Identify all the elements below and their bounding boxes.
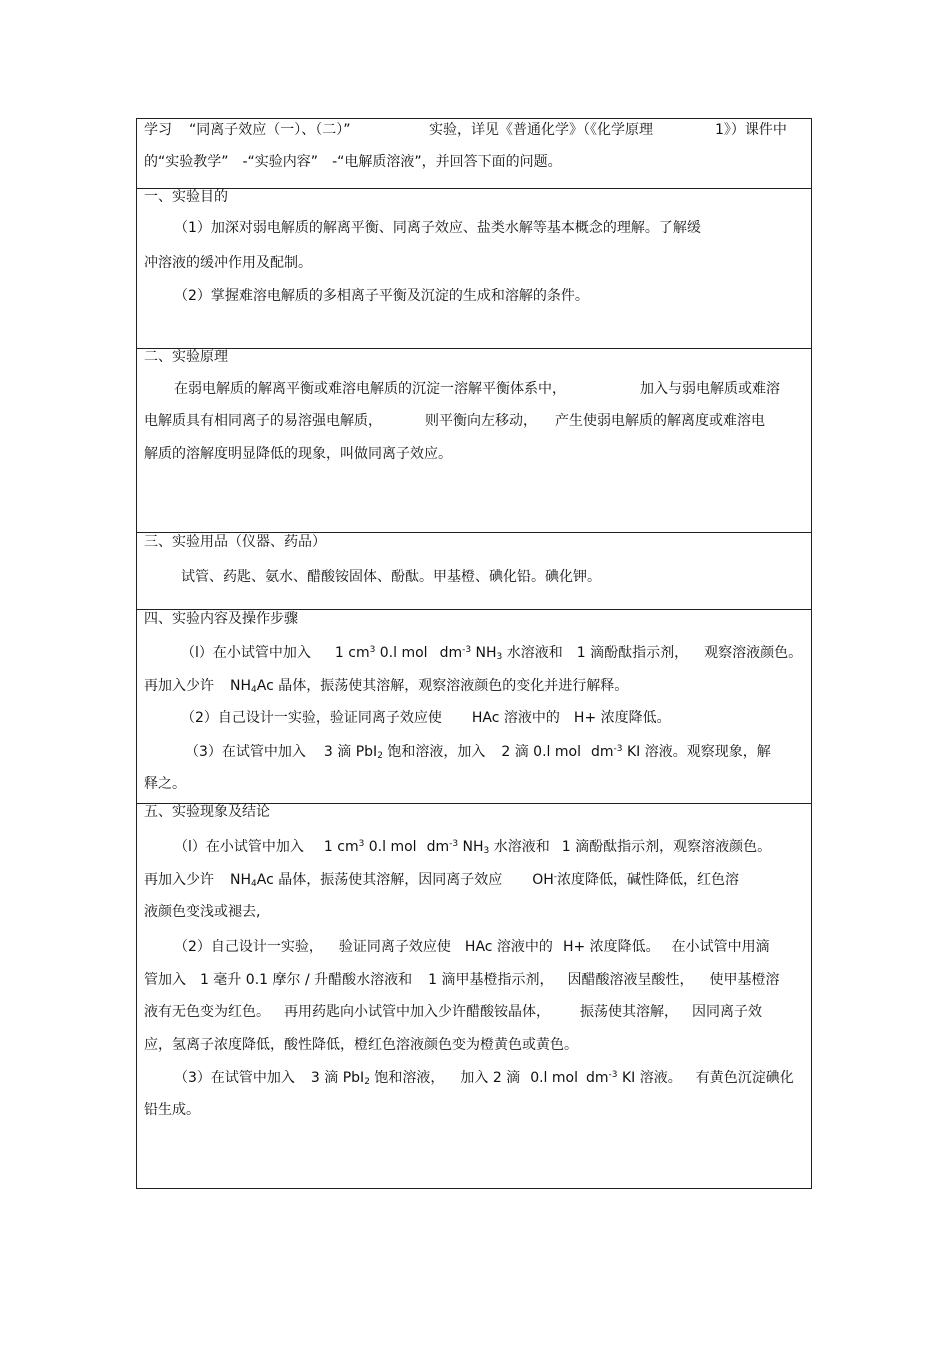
text: 管加入 (144, 972, 186, 988)
superscript: - (553, 872, 558, 882)
result-2-cont (144, 1004, 762, 1020)
text: HAc 溶液中的 (464, 939, 553, 955)
text: （2）自己设计一实验， (174, 939, 323, 955)
step-1-cont (144, 678, 628, 694)
text: 再加入少许 (144, 678, 214, 694)
superscript: -3 (462, 645, 472, 655)
section-heading: 三、实验用品（仪器、药品） (144, 534, 326, 550)
text: 1 滴酚酞指示剂， (576, 645, 689, 661)
text: 2 滴 0.l mol (501, 744, 581, 760)
text: 浓度降低，碱性降低，红色溶 (557, 872, 740, 888)
text: dm (585, 1070, 609, 1086)
text: KI 溶液。 (617, 1070, 682, 1086)
superscript: -3 (449, 839, 459, 849)
paragraph: 解质的溶解度明显降低的现象，叫做同离子效应。 (144, 446, 452, 462)
text: 振荡使其溶解， (580, 1004, 678, 1020)
text: 因同离子效 (692, 1004, 762, 1020)
text: 在小试管中用滴 (671, 939, 770, 955)
text: 液有无色变为红色。 (144, 1004, 270, 1020)
text: 0.l mol (530, 1070, 578, 1086)
text: 1 cm (334, 645, 370, 661)
text: 0.l mol (364, 839, 417, 855)
intro-quote: “同离子效应（一）、（二）” (189, 122, 351, 138)
paragraph: 在弱电解质的解离平衡或难溶电解质的沉淀一溶解平衡体系中， (174, 381, 566, 397)
text: 1 毫升 0.1 摩尔 / 升醋酸水溶液和 (200, 972, 413, 988)
intro-section (137, 119, 811, 189)
paragraph: （2）掌握难溶电解质的多相离子平衡及沉淀的生成和溶解的条件。 (174, 288, 589, 304)
text: 使甲基橙溶 (709, 972, 780, 988)
text: （l）在小试管中加入 (181, 645, 311, 661)
intro-ref-end: 1》）课件中 (715, 122, 787, 138)
paragraph: 产生使弱电解质的解离度或难溶电 (555, 413, 765, 429)
text: 饱和溶液， (369, 1070, 445, 1086)
text: 因醋酸溶液呈酸性， (567, 972, 694, 988)
subscript: 4 (251, 879, 257, 889)
text: H+ 浓度降低。 (562, 939, 660, 955)
subscript: 4 (251, 685, 257, 695)
section-purpose (137, 189, 811, 349)
text: 水溶液和 (502, 645, 563, 661)
text: OH (532, 872, 554, 888)
section-heading: 五、实验现象及结论 (144, 804, 270, 820)
paragraph: 电解质具有相同离子的易溶强电解质， (144, 413, 382, 429)
subscript: 3 (496, 652, 503, 662)
text: NH (230, 678, 251, 694)
text: dm (590, 744, 614, 760)
superscript: 3 (358, 839, 365, 849)
superscript: 3 (369, 645, 376, 655)
result-3-cont: 铅生成。 (144, 1102, 200, 1118)
text: NH (458, 839, 484, 855)
section-results (137, 804, 811, 1190)
text: 3 滴 PbI (323, 744, 378, 760)
text: Ac 晶体，振荡使其溶解，观察溶液颜色的变化并进行解释。 (256, 678, 629, 694)
section-heading: 二、实验原理 (144, 349, 228, 365)
result-2-cont: 应，氢离子浓度降低，酸性降低，橙红色溶液颜色变为橙黄色或黄色。 (144, 1037, 578, 1053)
result-3 (174, 1070, 794, 1086)
text: NH (230, 872, 251, 888)
text: 验证同离子效应使 (338, 939, 451, 955)
section-materials (137, 533, 811, 610)
subscript: 2 (377, 751, 383, 761)
text: （3）在试管中加入 (185, 744, 306, 760)
paragraph: （1）加深对弱电解质的解离平衡、同离子效应、盐类水解等基本概念的理解。了解缓 (174, 220, 701, 236)
step-3 (185, 744, 771, 760)
text: H+ 浓度降低。 (573, 710, 671, 726)
text: 再用药匙向小试管中加入少许醋酸铵晶体， (284, 1004, 550, 1020)
result-2-cont (144, 972, 780, 988)
text: dm (426, 839, 450, 855)
result-1-cont (144, 872, 739, 888)
subscript: 2 (364, 1077, 370, 1087)
superscript: -3 (613, 744, 623, 754)
text: 有黄色沉淀碘化 (695, 1070, 794, 1086)
paragraph: 冲溶液的缓冲作用及配制。 (144, 255, 312, 271)
text: （l）在小试管中加入 (174, 839, 304, 855)
superscript: -3 (608, 1070, 618, 1080)
intro-text (144, 122, 172, 138)
section-principle (137, 349, 811, 533)
text: 观察溶液颜色。 (704, 645, 803, 661)
section-procedure (137, 610, 811, 804)
text: HAc 溶液中的 (471, 710, 560, 726)
intro-ref: 实验，详见《普通化学》（《化学原理 (429, 122, 653, 138)
text: KI 溶液。观察现象，解 (622, 744, 771, 760)
text: （3）在试管中加入 (174, 1070, 295, 1086)
text: Ac 晶体，振荡使其溶解，因同离子效应 (256, 872, 503, 888)
result-1 (174, 839, 771, 855)
text: 饱和溶液，加入 (382, 744, 486, 760)
text: 0.l mol (375, 645, 428, 661)
text: NH (471, 645, 497, 661)
intro-word: 学习 (144, 122, 172, 138)
section-heading: 四、实验内容及操作步骤 (144, 611, 298, 627)
step-3-cont: 释之。 (144, 776, 186, 792)
step-1 (181, 645, 802, 661)
result-1-cont: 液颜色变浅或褪去, (144, 904, 261, 920)
materials-list: 试管、药匙、氨水、醋酸铵固体、酚酞。甲基橙、碘化铅。碘化钾。 (181, 569, 601, 585)
text: dm (439, 645, 463, 661)
section-heading: 一、实验目的 (144, 189, 228, 205)
text: 再加入少许 (144, 872, 214, 888)
text: 1 cm (323, 839, 359, 855)
text: 1 滴甲基橙指示剂， (428, 972, 554, 988)
text: 水溶液和 (489, 839, 550, 855)
text: 1 滴酚酞指示剂，观察溶液颜色。 (561, 839, 772, 855)
text: 加入 2 滴 (460, 1070, 521, 1086)
step-2 (181, 710, 671, 726)
subscript: 3 (483, 846, 490, 856)
report-table (136, 118, 812, 1189)
text: 3 滴 PbI (310, 1070, 365, 1086)
paragraph: 则平衡向左移动， (425, 413, 537, 429)
intro-line-2: 的“实验教学” -“实验内容” -“电解质溶液”，并回答下面的问题。 (144, 154, 562, 170)
result-2 (174, 939, 770, 955)
paragraph: 加入与弱电解质或难溶 (640, 381, 780, 397)
text: （2）自己设计一实验，验证同离子效应使 (181, 710, 442, 726)
